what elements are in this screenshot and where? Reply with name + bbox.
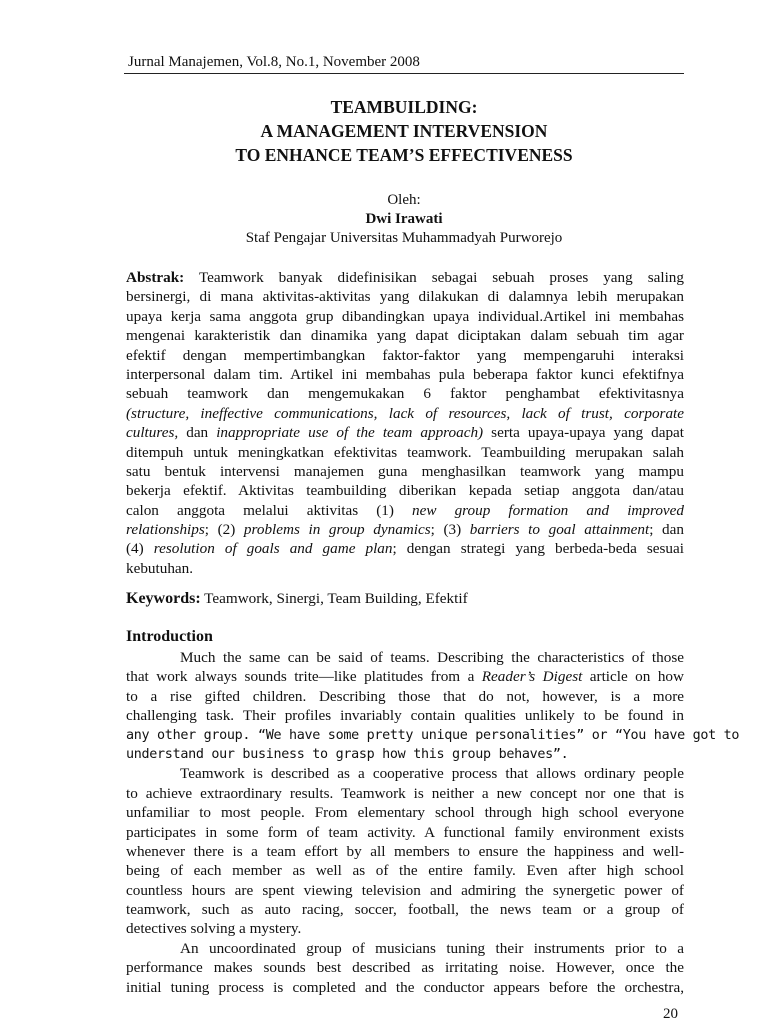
paragraph-line: An uncoordinated group of musicians tuning their instruments prior to a [180,939,684,957]
paragraph-line [126,667,684,686]
abstract-line: sebuah teamwork dan mengemukakan 6 faktor penghambat efektivitasnya [126,385,684,403]
abstract-text: calon anggota melalui aktivitas (1) [126,501,413,519]
paragraph-line: unfamiliar to most people. From elementary school through high school everyone [126,804,684,822]
abstract-line [126,501,684,520]
abstract-line: mengenai karakteristik dan dinamika yang dapat diciptakan dalam sebuah tim agar [126,327,684,345]
keywords-line [126,589,684,608]
paragraph-line: participates in some form of team activity. A functional family environment exists [126,823,684,841]
author-name: Dwi Irawati [365,211,443,227]
title-line-2: A MANAGEMENT INTERVENSION [260,121,548,141]
abstract-text: (4) [126,540,154,558]
abstract-line: ditempuh untuk meningkatkan efektivitas teamwork. Teambuilding merupakan salah [126,443,684,461]
abstract-line: bekerja efektif. Aktivitas teambuilding diberikan kepada setiap anggota dan/atau [126,482,684,500]
paragraph-line: initial tuning process is completed and the conductor appears before the orchestra, [126,978,684,996]
abstract-line [126,520,684,539]
title-line-3: TO ENHANCE TEAM’S EFFECTIVENESS [235,145,573,165]
keywords [126,589,684,608]
abstract-text: ; (2) [204,521,244,539]
abstract-line: efektif dengan mempertimbangkan faktor-faktor yang mempengaruhi interaksi [126,346,684,364]
abstract-text: ; dan [649,521,684,539]
italic-text: Reader’s Digest [481,668,583,686]
paragraph-line: being of each member as well as of the entire family. Even after high school [126,862,684,880]
abstract-label: Abstrak: [126,269,185,286]
abstract [126,268,684,578]
abstract-line [126,423,684,442]
paragraph-line: Teamwork is described as a cooperative process that allows ordinary people [180,765,684,783]
paragraph-line: detectives solving a mystery. [126,920,302,938]
journal-header: Jurnal Manajemen, Vol.8, No.1, November 2008 [128,54,420,70]
abstract-line: kebutuhan. [126,559,194,577]
italic-text: resolution of goals and game plan [153,540,393,558]
author-affiliation: Staf Pengajar Universitas Muhammadyah Purworejo [245,230,563,246]
keywords-text: Teamwork, Sinergi, Team Building, Efektif [200,590,468,607]
paragraph-line: challenging task. Their profiles invariably contain qualities unlikely to be found in [126,707,684,725]
paragraph-line: Much the same can be said of teams. Describing the characteristics of those [180,649,684,666]
abstract-line [126,539,684,558]
italic-text: cultures, [126,424,179,442]
introduction-body [126,648,740,997]
paragraph-line: performance makes sounds best described as irritating noise. However, once the [126,959,684,977]
title-line-1: TEAMBUILDING: [330,97,478,117]
abstract-line: interpersonal dalam tim. Artikel ini membahas pula beberapa faktor kunci efektifnya [126,365,684,383]
header-rule [124,73,684,74]
abstract-line: (structure, ineffective communications, lack of resources, lack of trust, corporate [126,404,684,422]
abstract-text: ; (3) [430,521,470,539]
paragraph-text: that work always sounds trite—like platitudes from a [126,668,482,686]
paragraph-line: any other group. “We have some pretty unique personalities” or “You have got to [126,727,740,743]
abstract-line [126,268,684,287]
italic-text: problems in group dynamics [243,521,431,539]
paper-title [124,95,684,167]
byline [124,191,684,248]
italic-text: inappropriate use of the team approach) [216,424,484,442]
paragraph-line: to achieve extraordinary results. Teamwork is neither a new concept nor one that is [126,784,684,802]
paragraph-text: article on how [582,668,684,686]
keywords-label: Keywords: [126,590,201,607]
page-number: 20 [663,1006,678,1022]
paragraph-line: understand our business to grasp how this group behaves”. [126,746,569,762]
italic-text: new group formation and improved [412,501,684,519]
paragraph-line: whenever there is a team effort by all members to ensure the happiness and well- [126,842,684,860]
byline-by: Oleh: [387,192,421,208]
abstract-text: dan [178,424,217,442]
abstract-text: serta upaya-upaya yang dapat [483,424,684,442]
section-heading-introduction: Introduction [126,628,213,645]
paragraph-line: to a rise gifted children. Describing those that do not, however, is a more [126,687,684,705]
abstract-line: bersinergi, di mana aktivitas-aktivitas yang dilakukan di dalamnya lebih merupakan [126,288,684,306]
abstract-line: satu bentuk intervensi manajemen guna menghasilkan teamwork yang mampu [126,462,684,480]
italic-text: barriers to goal attainment [469,521,650,539]
italic-text: relationships [126,521,205,539]
paragraph-line: teamwork, such as auto racing, soccer, football, the news team or a group of [126,901,684,919]
abstract-line: upaya kerja sama anggota grup dibandingkan upaya individual.Artikel ini membahas [126,307,684,325]
abstract-text: ; dengan strategi yang berbeda-beda sesuai [392,540,684,558]
abstract-text: Teamwork banyak didefinisikan sebagai sebuah proses yang saling [184,269,684,286]
paragraph-line: countless hours are spent viewing television and admiring the synergetic power of [126,881,684,899]
